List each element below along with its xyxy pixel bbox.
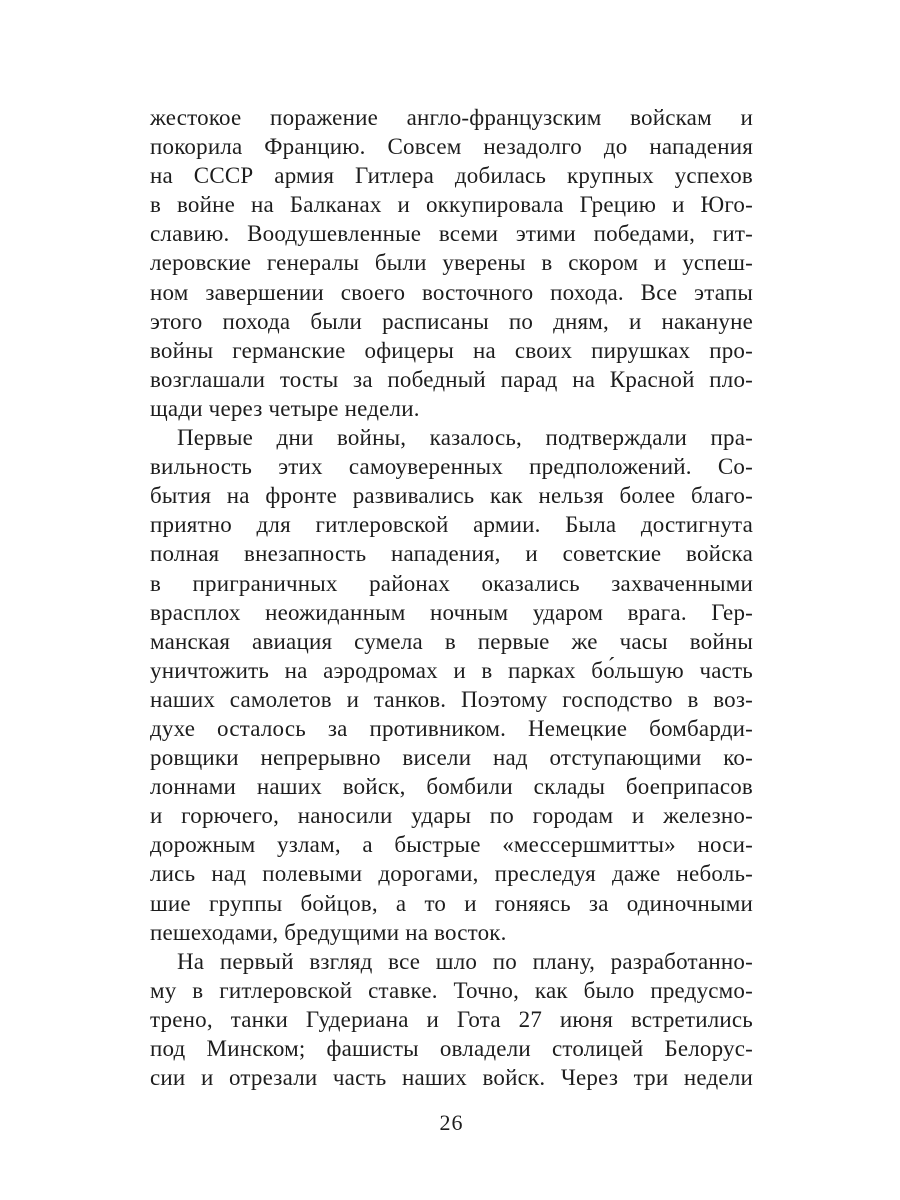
text-line: трено, танки Гудериана и Гота 27 июня встретились	[150, 1006, 753, 1032]
text-line: в войне на Балканах и оккупировала Грецию и Юго-	[150, 192, 753, 218]
text-line: щади через четыре недели.	[150, 395, 420, 421]
text-line: лоннами наших войск, бомбили склады боеприпасов	[150, 774, 753, 800]
text-line: лись над полевыми дорогами, преследуя даже неболь-	[150, 861, 753, 887]
text-line: уничтожить на аэродромах и в парках бо́льшую часть	[150, 657, 753, 683]
text-line: пешеходами, бредущими на восток.	[150, 919, 507, 945]
text-line: наших самолетов и танков. Поэтому господство в воз-	[150, 686, 753, 712]
text-line: славию. Воодушевленные всеми этими победами, гит-	[150, 221, 753, 247]
text-line: шие группы бойцов, а то и гоняясь за одиночными	[150, 890, 753, 916]
text-line: леровские генералы были уверены в скором и успеш-	[150, 250, 753, 276]
text-line: врасплох неожиданным ночным ударом врага. Гер-	[150, 599, 753, 625]
text-line: приятно для гитлеровской армии. Была достигнута	[150, 512, 753, 538]
text-line: бытия на фронте развивались как нельзя более благо-	[150, 483, 753, 509]
text-line: духе осталось за противником. Немецкие бомбарди-	[150, 715, 753, 741]
text-line: манская авиация сумела в первые же часы войны	[150, 628, 753, 654]
text-line: ном завершении своего восточного похода. Все этапы	[150, 279, 753, 305]
text-line: Первые дни войны, казалось, подтверждали пра-	[177, 425, 753, 451]
page-text	[150, 103, 753, 1092]
page-number: 26	[439, 1110, 464, 1135]
text-line: ровщики непрерывно висели над отступающими ко-	[150, 745, 753, 771]
text-line: под Минском; фашисты овладели столицей Белорус-	[150, 1036, 753, 1061]
text-line: вильность этих самоуверенных предположений. Со-	[150, 454, 753, 480]
text-line: На первый взгляд все шло по плану, разработанно-	[177, 948, 753, 974]
text-line: полная внезапность нападения, и советские войска	[150, 541, 753, 567]
text-line: и горючего, наносили удары по городам и железно-	[150, 803, 753, 829]
text-line: му в гитлеровской ставке. Точно, как было предусмо-	[150, 977, 753, 1003]
text-line: на СССР армия Гитлера добилась крупных успехов	[150, 163, 753, 189]
text-line: войны германские офицеры на своих пирушках про-	[150, 337, 753, 363]
text-line: этого похода были расписаны по дням, и накануне	[150, 308, 753, 334]
text-line: покорила Францию. Совсем незадолго до нападения	[150, 134, 753, 160]
text-line: жестокое поражение англо-французским войскам и	[150, 105, 753, 130]
text-line: сии и отрезали часть наших войск. Через три недели	[150, 1065, 753, 1091]
text-line: дорожным узлам, а быстрые «мессершмитты» носи-	[150, 832, 753, 858]
text-line: возглашали тосты за победный парад на Красной пло-	[150, 366, 753, 392]
text-line: в приграничных районах оказались захваченными	[150, 570, 753, 596]
